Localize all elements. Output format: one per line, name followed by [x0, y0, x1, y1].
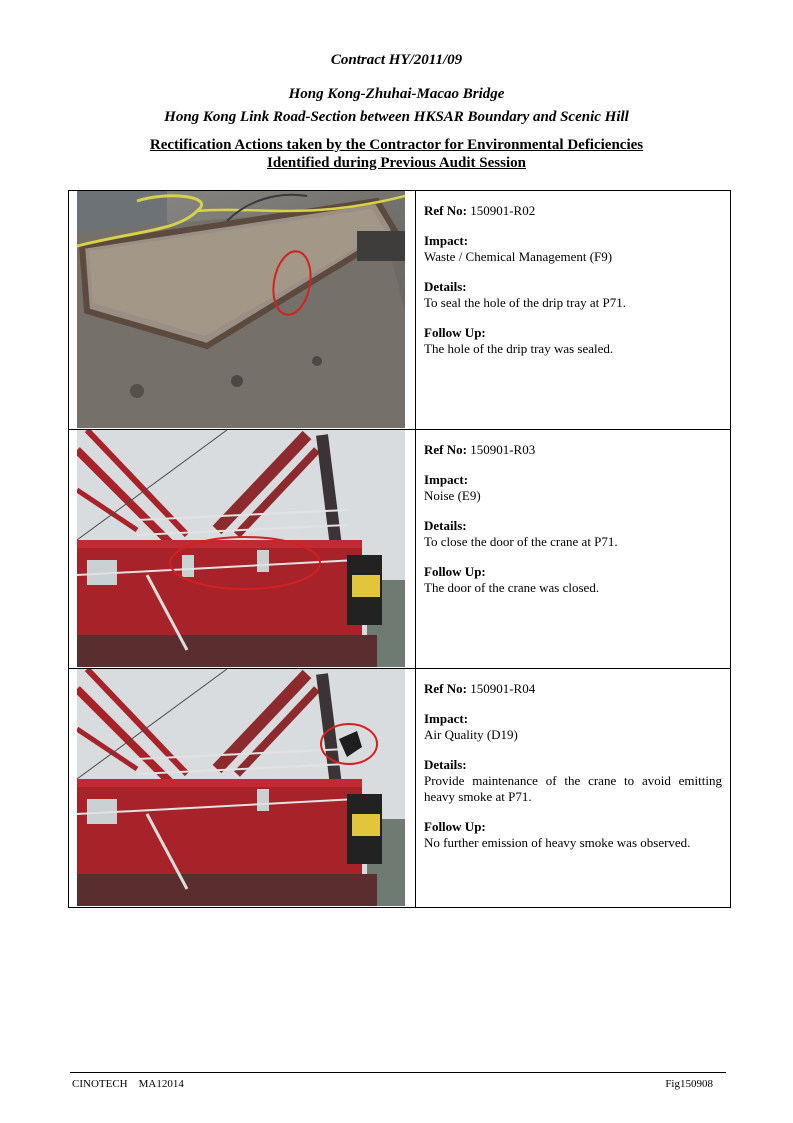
follow-up-value: No further emission of heavy smoke was observed. [424, 835, 691, 850]
record-details-cell [416, 669, 731, 908]
table-row [69, 191, 731, 430]
project-title: Hong Kong-Zhuhai-Macao Bridge [288, 86, 505, 102]
record-details-cell [416, 430, 731, 669]
details-label: Details: [424, 279, 467, 294]
table-row [69, 430, 731, 669]
follow-up-value: The hole of the drip tray was sealed. [424, 341, 614, 356]
ref-label: Ref No: [424, 203, 467, 218]
crane-door-photo [77, 430, 405, 667]
follow-up-label: Follow Up: [424, 819, 486, 834]
impact-label: Impact: [424, 711, 469, 726]
project-section-title: Hong Kong Link Road-Section between HKSAR Boundary and Scenic Hill [164, 109, 629, 125]
follow-up-label: Follow Up: [424, 325, 486, 340]
ref-label: Ref No: [424, 442, 467, 457]
report-title-line1: Rectification Actions taken by the Contractor for Environmental Deficiencies [149, 137, 644, 153]
photo-cell [69, 191, 416, 430]
rectification-table [68, 190, 731, 908]
ref-number: 150901-R03 [470, 442, 536, 457]
details-label: Details: [424, 757, 467, 772]
table-row [69, 669, 731, 908]
details-value: To seal the hole of the drip tray at P71. [424, 295, 626, 310]
footer-company-code: CINOTECH MA12014 [72, 1078, 184, 1090]
record-details-cell [416, 191, 731, 430]
impact-value: Waste / Chemical Management (F9) [424, 249, 613, 264]
crane-exhaust-photo [77, 669, 405, 906]
follow-up-label: Follow Up: [424, 564, 486, 579]
details-label: Details: [424, 518, 467, 533]
details-value: Provide maintenance of the crane to avoid emitting heavy smoke at P71. [424, 773, 722, 804]
follow-up-value: The door of the crane was closed. [424, 580, 600, 595]
contract-number: Contract HY/2011/09 [330, 52, 463, 68]
footer-figure-number: Fig150908 [665, 1078, 713, 1090]
footer-divider [70, 1072, 726, 1073]
details-value: To close the door of the crane at P71. [424, 534, 618, 549]
ref-label: Ref No: [424, 681, 467, 696]
ref-number: 150901-R02 [470, 203, 536, 218]
impact-label: Impact: [424, 233, 469, 248]
impact-value: Noise (E9) [424, 488, 481, 503]
impact-value: Air Quality (D19) [424, 727, 518, 742]
impact-label: Impact: [424, 472, 469, 487]
report-title-line2: Identified during Previous Audit Session [267, 155, 526, 171]
drip-tray-photo [77, 191, 405, 428]
photo-cell [69, 669, 416, 908]
ref-number: 150901-R04 [470, 681, 536, 696]
photo-cell [69, 430, 416, 669]
